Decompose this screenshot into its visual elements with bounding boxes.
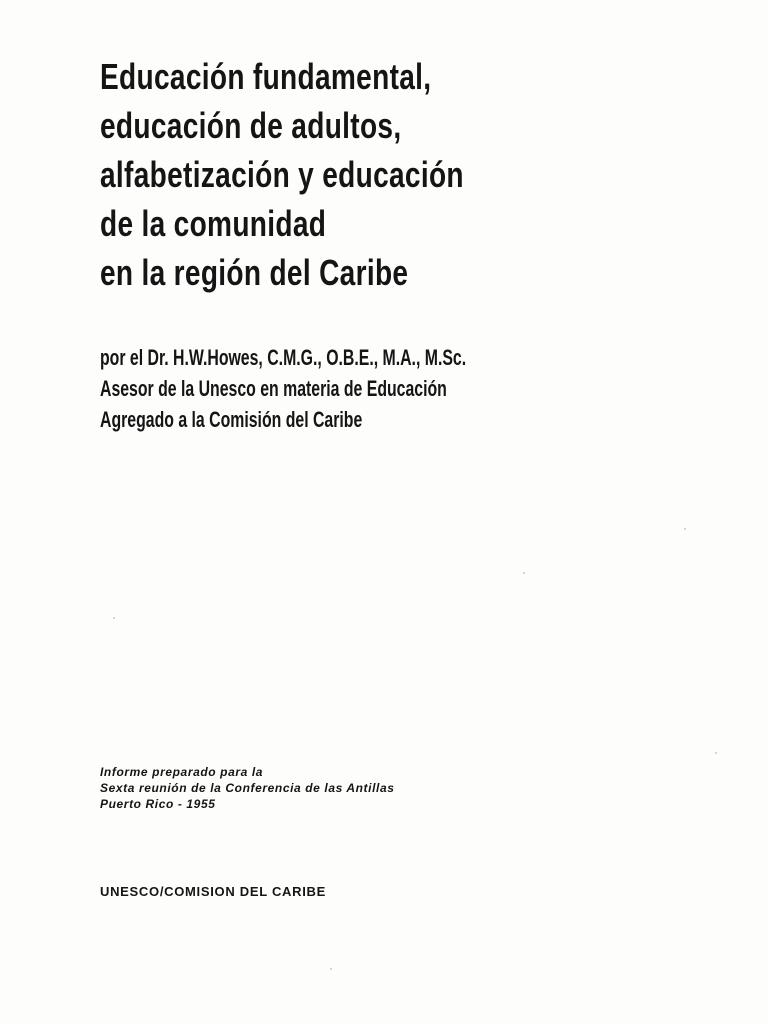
title-line: Educación fundamental,	[100, 56, 432, 97]
scan-speck	[523, 572, 525, 574]
title-line: alfabetización y educación	[100, 154, 464, 195]
report-note	[100, 764, 600, 812]
title-line: educación de adultos,	[100, 105, 402, 146]
title-line: en la región del Caribe	[100, 252, 409, 293]
scan-speck	[684, 528, 686, 530]
report-line: Sexta reunión de la Conferencia de las Antillas	[100, 781, 395, 795]
author-affiliation-line: Agregado a la Comisión del Caribe	[100, 407, 363, 432]
document-title	[100, 52, 660, 297]
scan-speck	[113, 617, 115, 619]
publisher-line: UNESCO/COMISION DEL CARIBE	[100, 884, 326, 899]
report-line: Puerto Rico - 1955	[100, 797, 216, 811]
title-line: de la comunidad	[100, 203, 327, 244]
scan-speck	[330, 968, 332, 970]
report-line: Informe preparado para la	[100, 765, 264, 779]
scan-speck	[715, 752, 717, 754]
author-role-line: Asesor de la Unesco en materia de Educación	[100, 376, 447, 401]
author-credits	[100, 342, 700, 435]
author-line: por el Dr. H.W.Howes, C.M.G., O.B.E., M.A., M.Sc.	[100, 345, 467, 370]
